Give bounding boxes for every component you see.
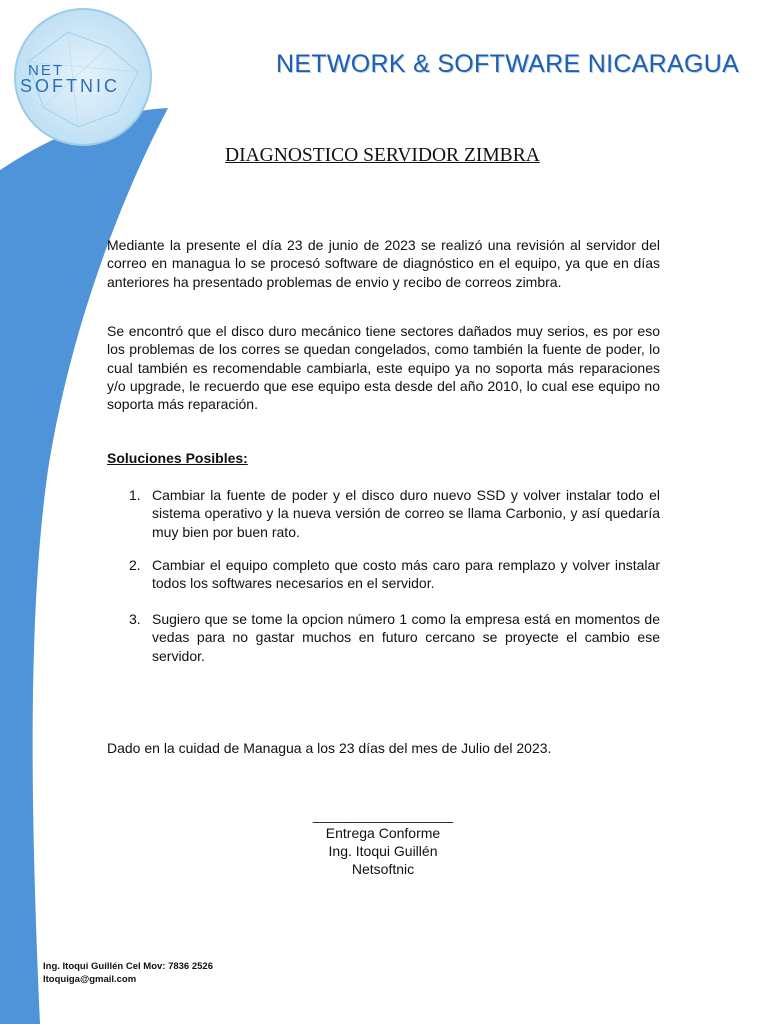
- list-item-text: Cambiar el equipo completo que costo más caro para remplazo y volver instalar todos los softwares necesarios en el servidor.: [152, 557, 660, 592]
- signature-line: __________________: [312, 807, 454, 823]
- date-statement: Dado en la cuidad de Managua a los 23 días del mes de Julio del 2023.: [107, 740, 552, 756]
- list-item-number: 3.: [129, 611, 141, 627]
- logo-net-text: NET: [28, 62, 64, 79]
- paragraph-findings: Se encontró que el disco duro mecánico tiene sectores dañados muy serios, es por eso los problemas de los corres se quedan congelados, como también la fuente de poder, lo cual también es recomendable cambiarla, este equipo ya no soporta más reparaciones y/o upgrade, le recuerdo que ese equipo esta desde del año 2010, lo cual ese equipo no soporta más reparación.: [107, 323, 660, 413]
- footer-phone: Ing. Itoqui Guillén Cel Mov: 7836 2526: [43, 961, 213, 972]
- signature-label: Entrega Conforme: [325, 825, 441, 841]
- solutions-heading: Soluciones Posibles:: [107, 450, 248, 466]
- signer-name: Ing. Itoqui Guillén: [328, 843, 438, 859]
- list-item-text: Cambiar la fuente de poder y el disco duro nuevo SSD y volver instalar todo el sistema operativo y la nueva versión de correo se llama Carbonio, y así quedaría muy bien por buen rato.: [152, 487, 660, 540]
- signer-company: Netsoftnic: [351, 861, 415, 877]
- brand-title: NETWORK & SOFTWARE NICARAGUA: [276, 50, 740, 78]
- footer-contact: [43, 960, 213, 986]
- document-title: DIAGNOSTICO SERVIDOR ZIMBRA: [225, 145, 540, 166]
- footer-email: ltoquiga@gmail.com: [43, 974, 137, 985]
- paragraph-introduction: Mediante la presente el día 23 de junio de 2023 se realizó una revisión al servidor del correo en managua lo se procesó software de diagnóstico en el equipo, ya que en días anteriores ha presentado problemas de envio y recibo de correos zimbra.: [107, 237, 660, 290]
- logo-softnic-text: SOFTNIC: [20, 76, 120, 96]
- list-item-text: Sugiero que se tome la opcion número 1 como la empresa está en momentos de vedas para no gastar muchos en futuro cercano se proyecte el cambio ese servidor.: [152, 611, 660, 664]
- signature-block: [283, 806, 483, 878]
- list-item-number: 2.: [129, 557, 141, 573]
- list-item-number: 1.: [129, 487, 141, 503]
